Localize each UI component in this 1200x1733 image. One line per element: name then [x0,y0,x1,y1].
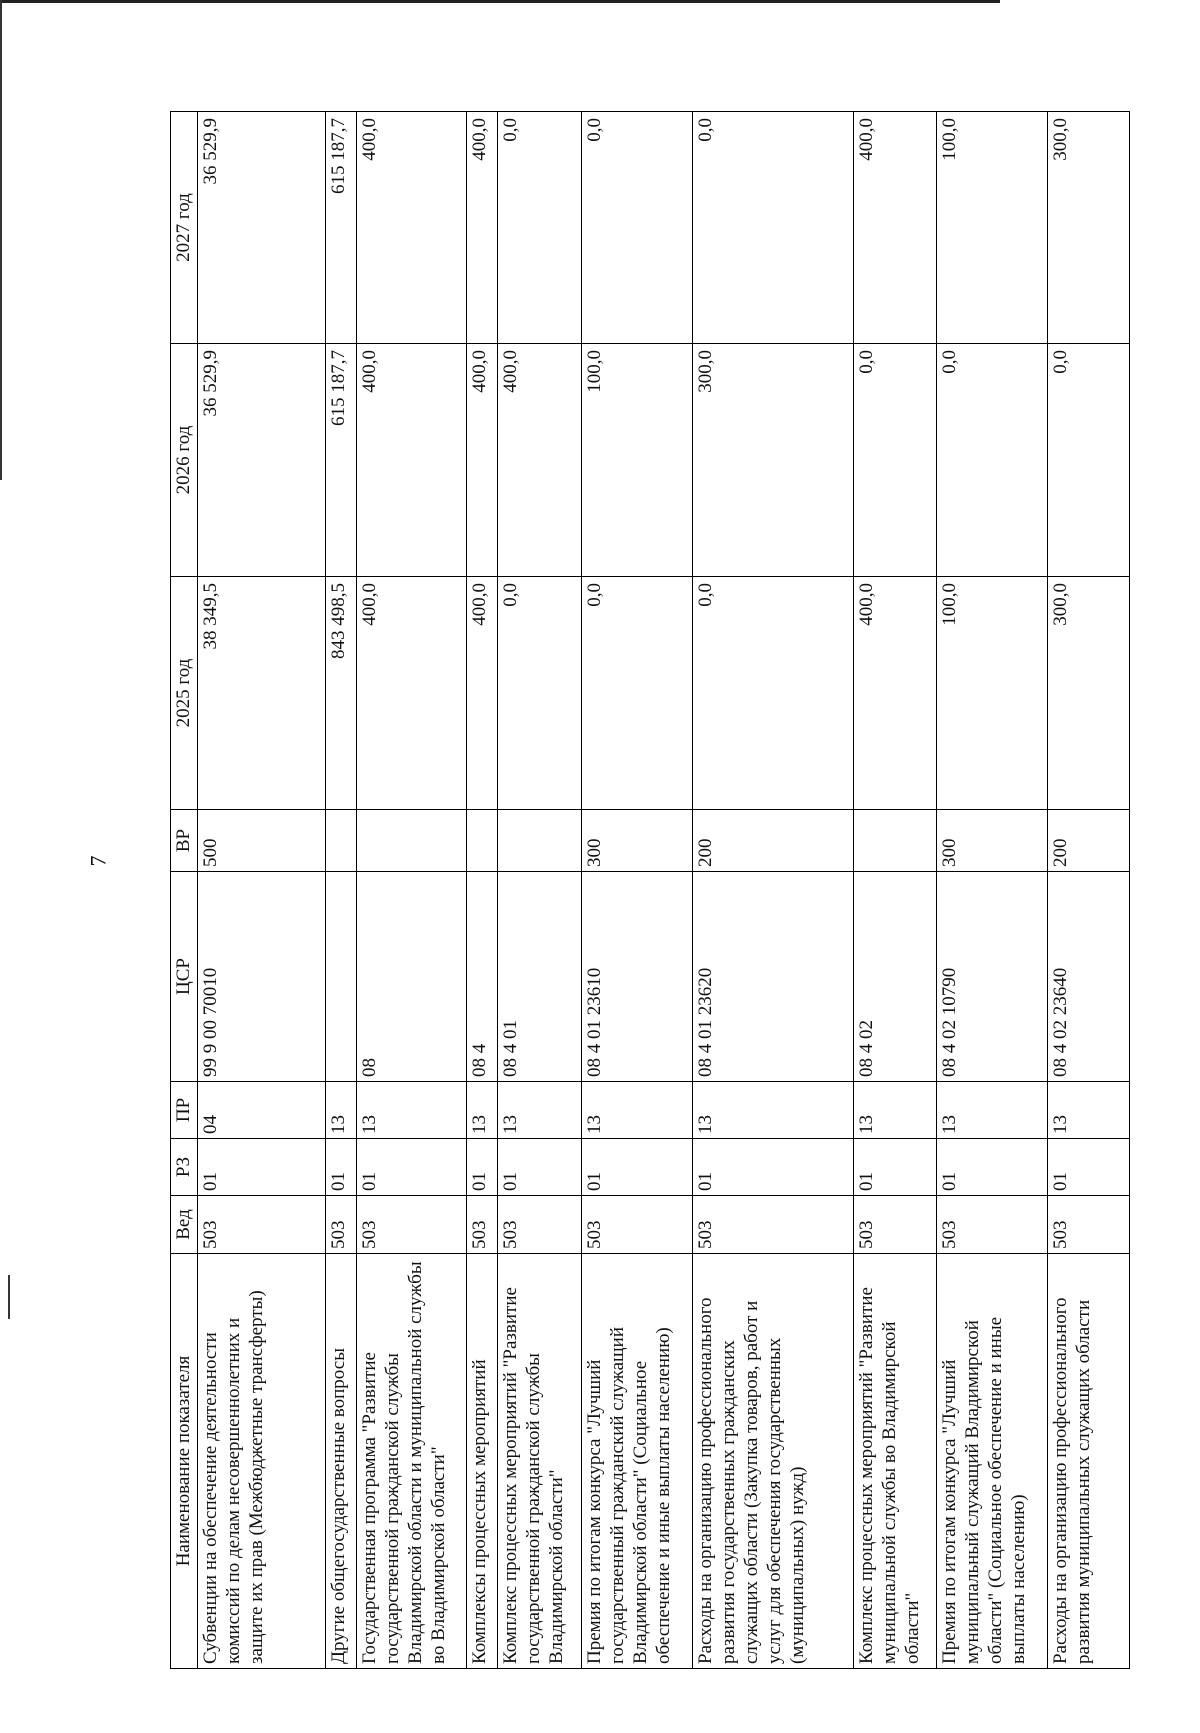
table-header-row [171,112,198,1669]
table-row [326,112,356,1669]
cell-y2027: 400,0 [467,112,497,344]
cell-vr [853,810,937,872]
cell-csr: 08 4 02 10790 [937,872,1048,1082]
cell-pr: 13 [581,1082,692,1139]
cell-pr: 13 [497,1082,581,1139]
cell-csr: 08 4 01 [497,872,581,1082]
table-row [692,112,853,1669]
cell-y2026: 400,0 [467,344,497,577]
cell-rz: 01 [581,1139,692,1196]
cell-y2027: 0,0 [497,112,581,344]
header-csr: ЦСР [171,872,198,1082]
cell-rz: 01 [692,1139,853,1196]
cell-rz: 01 [497,1139,581,1196]
header-rz: РЗ [171,1139,198,1196]
table-row [1048,112,1130,1669]
scan-edge-top [0,0,1000,3]
cell-vr [497,810,581,872]
header-2027: 2027 год [171,112,198,344]
cell-ved: 503 [497,1196,581,1254]
cell-y2027: 100,0 [937,112,1048,344]
header-2025: 2025 год [171,577,198,810]
cell-ved: 503 [326,1196,356,1254]
cell-name: Комплекс процессных мероприятий "Развитие муниципальной службы во Владимирской области" [853,1254,937,1669]
cell-vr [467,810,497,872]
cell-y2027: 400,0 [853,112,937,344]
cell-ved: 503 [356,1196,467,1254]
cell-y2025: 400,0 [356,577,467,810]
header-vr: ВР [171,810,198,872]
header-2026: 2026 год [171,344,198,577]
cell-csr: 08 4 [467,872,497,1082]
cell-y2026: 300,0 [692,344,853,577]
cell-y2026: 400,0 [356,344,467,577]
cell-ved: 503 [1048,1196,1130,1254]
cell-rz: 01 [937,1139,1048,1196]
cell-pr: 13 [692,1082,853,1139]
cell-rz: 01 [326,1139,356,1196]
cell-pr: 13 [326,1082,356,1139]
cell-csr: 08 4 01 23610 [581,872,692,1082]
cell-y2025: 0,0 [692,577,853,810]
cell-rz: 01 [853,1139,937,1196]
cell-csr: 08 4 01 23620 [692,872,853,1082]
table-row [853,112,937,1669]
cell-name: Другие общегосударственные вопросы [326,1254,356,1669]
cell-vr: 200 [692,810,853,872]
cell-ved: 503 [581,1196,692,1254]
table-row [497,112,581,1669]
cell-vr: 200 [1048,810,1130,872]
cell-ved: 503 [692,1196,853,1254]
cell-ved: 503 [937,1196,1048,1254]
cell-csr: 08 [356,872,467,1082]
scan-mark [8,1275,10,1319]
budget-table [170,111,1130,1669]
cell-y2027: 0,0 [692,112,853,344]
cell-vr: 500 [198,810,326,872]
cell-y2026: 36 529,9 [198,344,326,577]
cell-y2025: 38 349,5 [198,577,326,810]
table-row [937,112,1048,1669]
cell-ved: 503 [467,1196,497,1254]
cell-rz: 01 [356,1139,467,1196]
cell-y2027: 300,0 [1048,112,1130,344]
scan-edge-left [0,0,2,480]
cell-pr: 13 [467,1082,497,1139]
cell-name: Комплекс процессных мероприятий "Развитие государственной гражданской службы Владимирской области" [497,1254,581,1669]
cell-pr: 13 [853,1082,937,1139]
header-pr: ПР [171,1082,198,1139]
table-row [467,112,497,1669]
cell-y2027: 0,0 [581,112,692,344]
cell-name: Расходы на организацию профессионального развития муниципальных служащих области [1048,1254,1130,1669]
cell-y2027: 36 529,9 [198,112,326,344]
cell-y2026: 0,0 [937,344,1048,577]
cell-y2026: 0,0 [1048,344,1130,577]
cell-name: Премия по итогам конкурса "Лучший муниципальный служащий Владимирской области" (Социальное обеспечение и иные выплаты населению) [937,1254,1048,1669]
cell-csr: 08 4 02 23640 [1048,872,1130,1082]
cell-csr: 08 4 02 [853,872,937,1082]
header-ved: Вед [171,1196,198,1254]
cell-y2025: 300,0 [1048,577,1130,810]
cell-y2025: 0,0 [497,577,581,810]
cell-y2026: 100,0 [581,344,692,577]
cell-vr: 300 [937,810,1048,872]
header-name: Наименование показателя [171,1254,198,1669]
cell-vr [356,810,467,872]
cell-vr [326,810,356,872]
cell-name: Субвенции на обеспечение деятельности комиссий по делам несовершеннолетних и защите их прав (Межбюджетные трансферты) [198,1254,326,1669]
cell-y2025: 400,0 [467,577,497,810]
cell-rz: 01 [467,1139,497,1196]
cell-y2026: 0,0 [853,344,937,577]
cell-pr: 13 [356,1082,467,1139]
cell-ved: 503 [853,1196,937,1254]
cell-rz: 01 [198,1139,326,1196]
cell-name: Государственная программа "Развитие государственной гражданской службы Владимирской области и муниципальной службы во Владимирской области" [356,1254,467,1669]
cell-y2026: 615 187,7 [326,344,356,577]
cell-csr [326,872,356,1082]
cell-ved: 503 [198,1196,326,1254]
table-row [356,112,467,1669]
cell-pr: 13 [1048,1082,1130,1139]
cell-csr: 99 9 00 70010 [198,872,326,1082]
cell-pr: 13 [937,1082,1048,1139]
cell-name: Премия по итогам конкурса "Лучший государственный гражданский служащий Владимирской области" (Социальное обеспечение и иные выплаты населению) [581,1254,692,1669]
cell-pr: 04 [198,1082,326,1139]
cell-name: Расходы на организацию профессионального развития государственных гражданских служащих области (Закупка товаров, работ и услуг для обеспечения государственных (муниципальных) нужд) [692,1254,853,1669]
rotated-table-container [170,112,1130,1669]
cell-y2025: 100,0 [937,577,1048,810]
cell-y2027: 400,0 [356,112,467,344]
table-row [198,112,326,1669]
cell-y2025: 400,0 [853,577,937,810]
cell-y2025: 843 498,5 [326,577,356,810]
cell-y2025: 0,0 [581,577,692,810]
cell-name: Комплексы процессных мероприятий [467,1254,497,1669]
table-row [581,112,692,1669]
cell-rz: 01 [1048,1139,1130,1196]
cell-y2026: 400,0 [497,344,581,577]
cell-y2027: 615 187,7 [326,112,356,344]
page-number: 7 [85,855,111,867]
cell-vr: 300 [581,810,692,872]
